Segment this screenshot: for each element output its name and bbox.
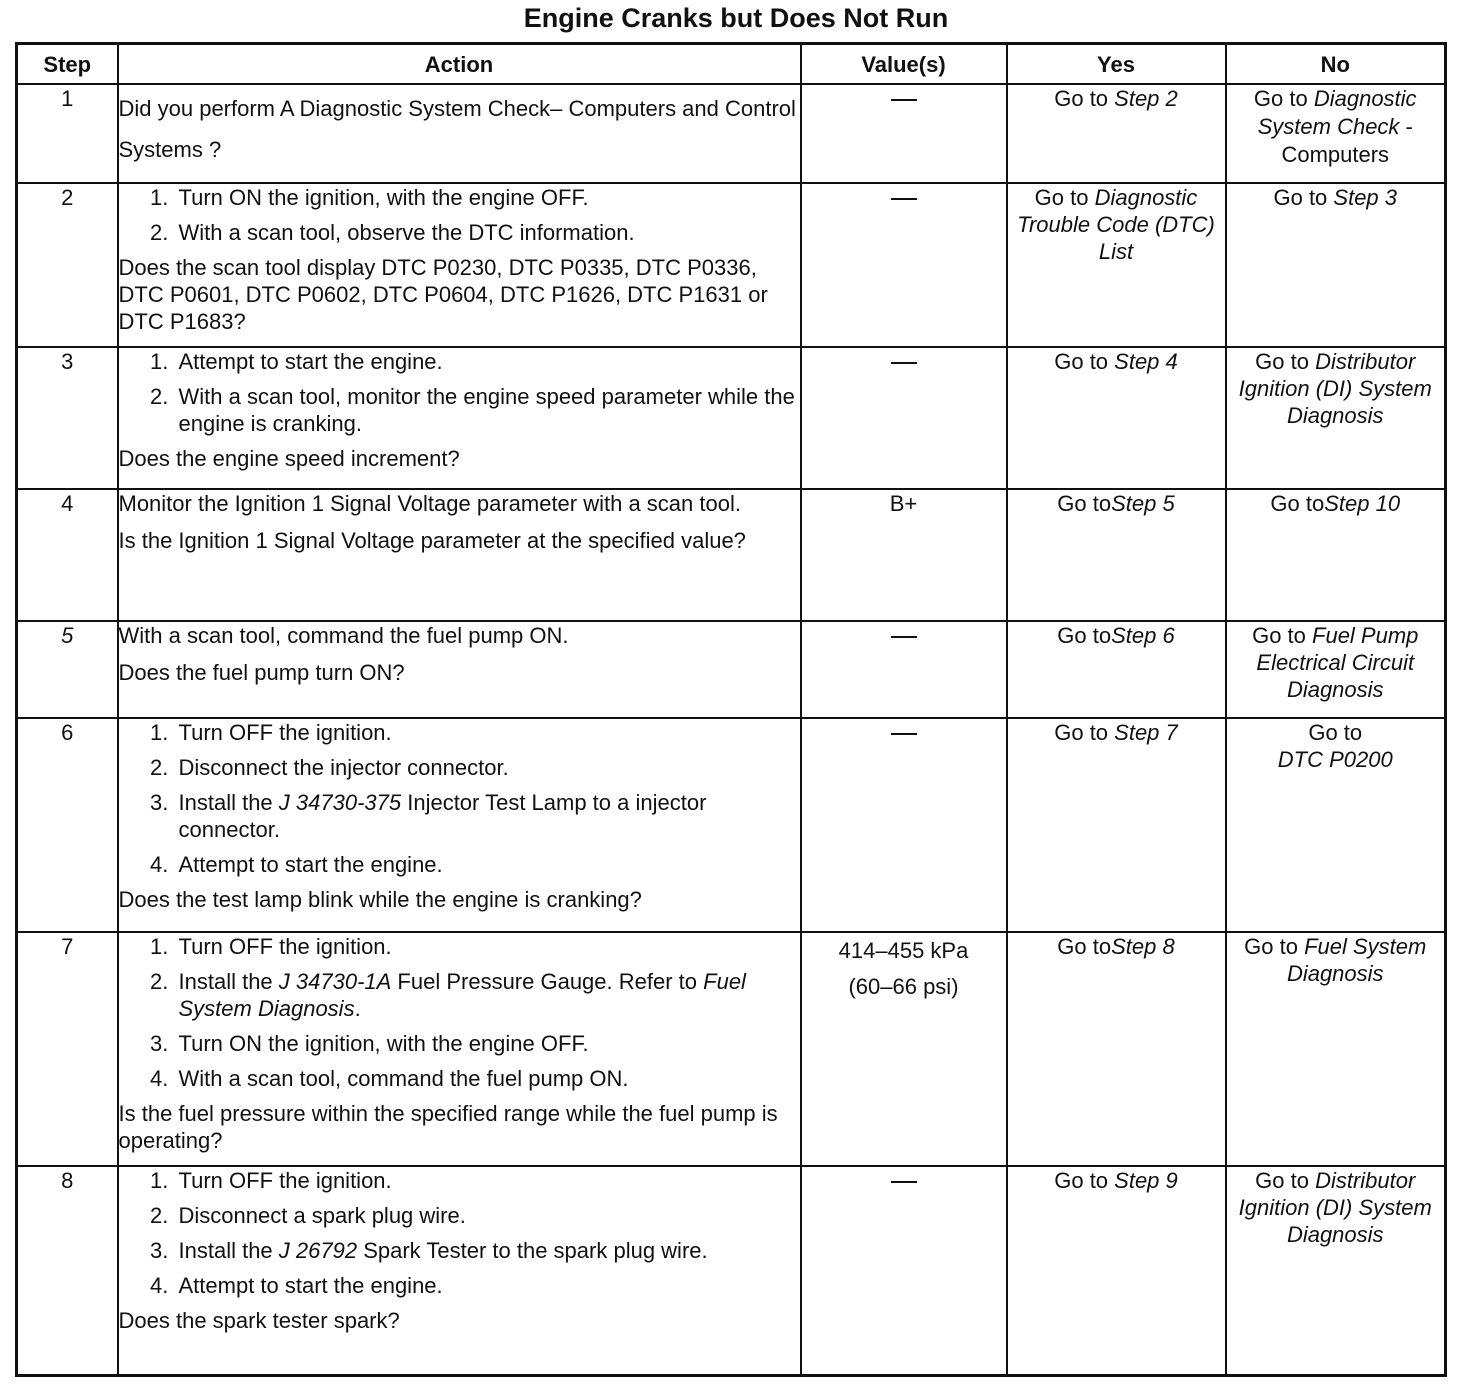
action-question: Is the Ignition 1 Signal Voltage parameter at the specified value?	[118, 528, 746, 553]
step-number: 6	[17, 718, 118, 932]
yes-cell	[1007, 347, 1226, 489]
step-number	[17, 621, 118, 718]
yes-prefix: Go to	[1057, 491, 1112, 516]
no-link[interactable]: Distributor Ignition (DI) System Diagnosis	[1238, 1168, 1432, 1247]
action-item: 1. Turn ON the ignition, with the engine OFF.	[175, 184, 800, 211]
table-row	[17, 84, 1446, 183]
no-link[interactable]: Diagnostic System Check	[1257, 86, 1417, 139]
action-item: 4. Attempt to start the engine.	[175, 851, 800, 878]
no-prefix: Go to	[1255, 1168, 1316, 1193]
no-prefix: Go to	[1252, 623, 1313, 648]
dash-mark	[891, 733, 917, 735]
yes-link[interactable]: Step 5	[1111, 491, 1175, 516]
dash-mark	[891, 1181, 917, 1183]
no-suffix: - Computers	[1281, 114, 1413, 167]
action-cell	[118, 718, 801, 932]
action-text: Spark Tester to the spark plug wire.	[357, 1238, 708, 1263]
action-item: 3. Turn ON the ignition, with the engine OFF.	[175, 1030, 800, 1057]
no-prefix: Go to	[1255, 349, 1316, 374]
value-cell	[801, 932, 1007, 1166]
action-item: 1. Turn OFF the ignition.	[175, 933, 800, 960]
dash-mark	[891, 99, 917, 101]
table-row	[17, 932, 1446, 1166]
step-number: 8	[17, 1166, 118, 1375]
value-cell	[801, 347, 1007, 489]
no-prefix: Go to	[1253, 86, 1314, 111]
action-list	[119, 1167, 800, 1299]
action-text: Monitor the Ignition 1 Signal Voltage parameter with a scan tool.	[118, 491, 741, 516]
dash-mark	[891, 362, 917, 364]
action-question: Is the fuel pressure within the specified range while the fuel pump is operating?	[118, 1101, 778, 1153]
yes-cell	[1007, 718, 1226, 932]
yes-cell	[1007, 1166, 1226, 1375]
no-prefix: Go to	[1273, 185, 1334, 210]
page-title: Engine Cranks but Does Not Run	[523, 3, 949, 33]
value-cell	[801, 1166, 1007, 1375]
action-item: 4. Attempt to start the engine.	[175, 1272, 800, 1299]
yes-cell	[1007, 489, 1226, 621]
value-cell	[801, 489, 1007, 621]
yes-link[interactable]: Step 9	[1114, 1168, 1178, 1193]
action-text: Did you perform A Diagnostic System Check– Computers and Control Systems ?	[118, 96, 796, 162]
header-step: Step	[17, 44, 118, 85]
no-link[interactable]: Fuel Pump Electrical Circuit Diagnosis	[1256, 623, 1419, 702]
action-text: With a scan tool, command the fuel pump ON.	[118, 623, 569, 648]
action-item	[175, 1237, 800, 1264]
header-yes: Yes	[1007, 44, 1226, 85]
action-question: Does the engine speed increment?	[118, 446, 460, 471]
tool-name: J 34730-375	[278, 790, 402, 815]
action-item	[175, 789, 800, 843]
action-cell	[118, 621, 801, 718]
tool-name: J 26792	[278, 1238, 358, 1263]
value-text: 414–455 kPa	[838, 938, 969, 963]
yes-prefix: Go to	[1054, 349, 1115, 374]
action-item: 4. With a scan tool, command the fuel pump ON.	[175, 1065, 800, 1092]
yes-link[interactable]: Step 7	[1114, 720, 1178, 745]
action-text: Fuel Pressure Gauge. Refer to	[391, 969, 704, 994]
no-cell	[1226, 718, 1446, 932]
yes-link[interactable]: Step 2	[1114, 86, 1178, 111]
action-cell	[118, 84, 801, 183]
step-number: 1	[17, 84, 118, 183]
action-list	[119, 184, 800, 246]
action-item: 2. With a scan tool, monitor the engine speed parameter while the engine is cranking.	[175, 383, 800, 437]
no-link[interactable]: Step 10	[1324, 491, 1401, 516]
action-cell	[118, 1166, 801, 1375]
table-row	[17, 1166, 1446, 1375]
action-item	[175, 968, 800, 1022]
yes-prefix: Go to	[1054, 1168, 1115, 1193]
value-text: (60–66 psi)	[848, 974, 959, 999]
no-prefix: Go to	[1244, 934, 1305, 959]
value-cell	[801, 84, 1007, 183]
action-list	[119, 348, 800, 437]
yes-prefix: Go to	[1034, 185, 1095, 210]
no-link[interactable]: DTC P0200	[1277, 747, 1393, 772]
action-cell	[118, 347, 801, 489]
no-cell	[1226, 621, 1446, 718]
value-cell	[801, 183, 1007, 347]
dash-mark	[891, 198, 917, 200]
no-prefix: Go to	[1308, 720, 1363, 745]
action-item: 1. Attempt to start the engine.	[175, 348, 800, 375]
no-link[interactable]: Fuel System Diagnosis	[1286, 934, 1427, 986]
header-values: Value(s)	[801, 44, 1007, 85]
table-row	[17, 347, 1446, 489]
action-question: Does the test lamp blink while the engine is cranking?	[118, 887, 642, 912]
step-number-text: 5	[61, 623, 74, 648]
action-item: 1. Turn OFF the ignition.	[175, 1167, 800, 1194]
table-row	[17, 183, 1446, 347]
tool-name: J 34730-1A	[278, 969, 392, 994]
value-text: B+	[889, 491, 918, 516]
yes-cell	[1007, 183, 1226, 347]
table-row	[17, 718, 1446, 932]
action-item: 2. With a scan tool, observe the DTC information.	[175, 219, 800, 246]
reference-link[interactable]: Fuel System Diagnosis	[178, 969, 746, 1021]
no-cell	[1226, 183, 1446, 347]
no-cell	[1226, 932, 1446, 1166]
no-prefix: Go to	[1270, 491, 1325, 516]
action-text: Injector Test Lamp to a injector connector.	[178, 790, 707, 842]
diagnostic-table	[15, 42, 1447, 1377]
action-text: Install the	[178, 1238, 279, 1263]
action-cell	[118, 183, 801, 347]
yes-prefix: Go to	[1057, 623, 1112, 648]
step-number: 4	[17, 489, 118, 621]
header-no: No	[1226, 44, 1446, 85]
action-list	[119, 719, 800, 878]
action-item: 2. Disconnect the injector connector.	[175, 754, 800, 781]
action-item: 1. Turn OFF the ignition.	[175, 719, 800, 746]
action-item: 2. Disconnect a spark plug wire.	[175, 1202, 800, 1229]
header-action: Action	[118, 44, 801, 85]
action-list	[119, 933, 800, 1092]
action-question: Does the fuel pump turn ON?	[118, 660, 405, 685]
yes-prefix: Go to	[1054, 86, 1115, 111]
no-cell	[1226, 489, 1446, 621]
action-text: Install the	[178, 790, 279, 815]
value-cell	[801, 621, 1007, 718]
no-link[interactable]: Distributor Ignition (DI) System Diagnosis	[1238, 349, 1432, 428]
action-question: Does the scan tool display DTC P0230, DTC P0335, DTC P0336, DTC P0601, DTC P0602, DTC P0604, DTC P1626, DTC P1631 or DTC P1683?	[118, 255, 768, 334]
yes-link[interactable]: Step 8	[1111, 934, 1175, 959]
value-cell	[801, 718, 1007, 932]
yes-link[interactable]: Step 4	[1114, 349, 1178, 374]
yes-cell	[1007, 932, 1226, 1166]
step-number: 7	[17, 932, 118, 1166]
no-cell	[1226, 347, 1446, 489]
yes-prefix: Go to	[1054, 720, 1115, 745]
header-row	[17, 44, 1446, 85]
yes-cell	[1007, 84, 1226, 183]
no-link[interactable]: Step 3	[1333, 185, 1398, 210]
yes-prefix: Go to	[1057, 934, 1112, 959]
yes-link[interactable]: Diagnostic Trouble Code (DTC) List	[1017, 185, 1215, 264]
action-text: .	[354, 996, 361, 1021]
action-question: Does the spark tester spark?	[118, 1308, 400, 1333]
yes-link[interactable]: Step 6	[1111, 623, 1175, 648]
action-cell	[118, 489, 801, 621]
step-number: 3	[17, 347, 118, 489]
table-row	[17, 489, 1446, 621]
table-row	[17, 621, 1446, 718]
action-text: Install the	[178, 969, 279, 994]
no-cell	[1226, 84, 1446, 183]
yes-cell	[1007, 621, 1226, 718]
step-number: 2	[17, 183, 118, 347]
action-cell	[118, 932, 801, 1166]
no-cell	[1226, 1166, 1446, 1375]
dash-mark	[891, 636, 917, 638]
